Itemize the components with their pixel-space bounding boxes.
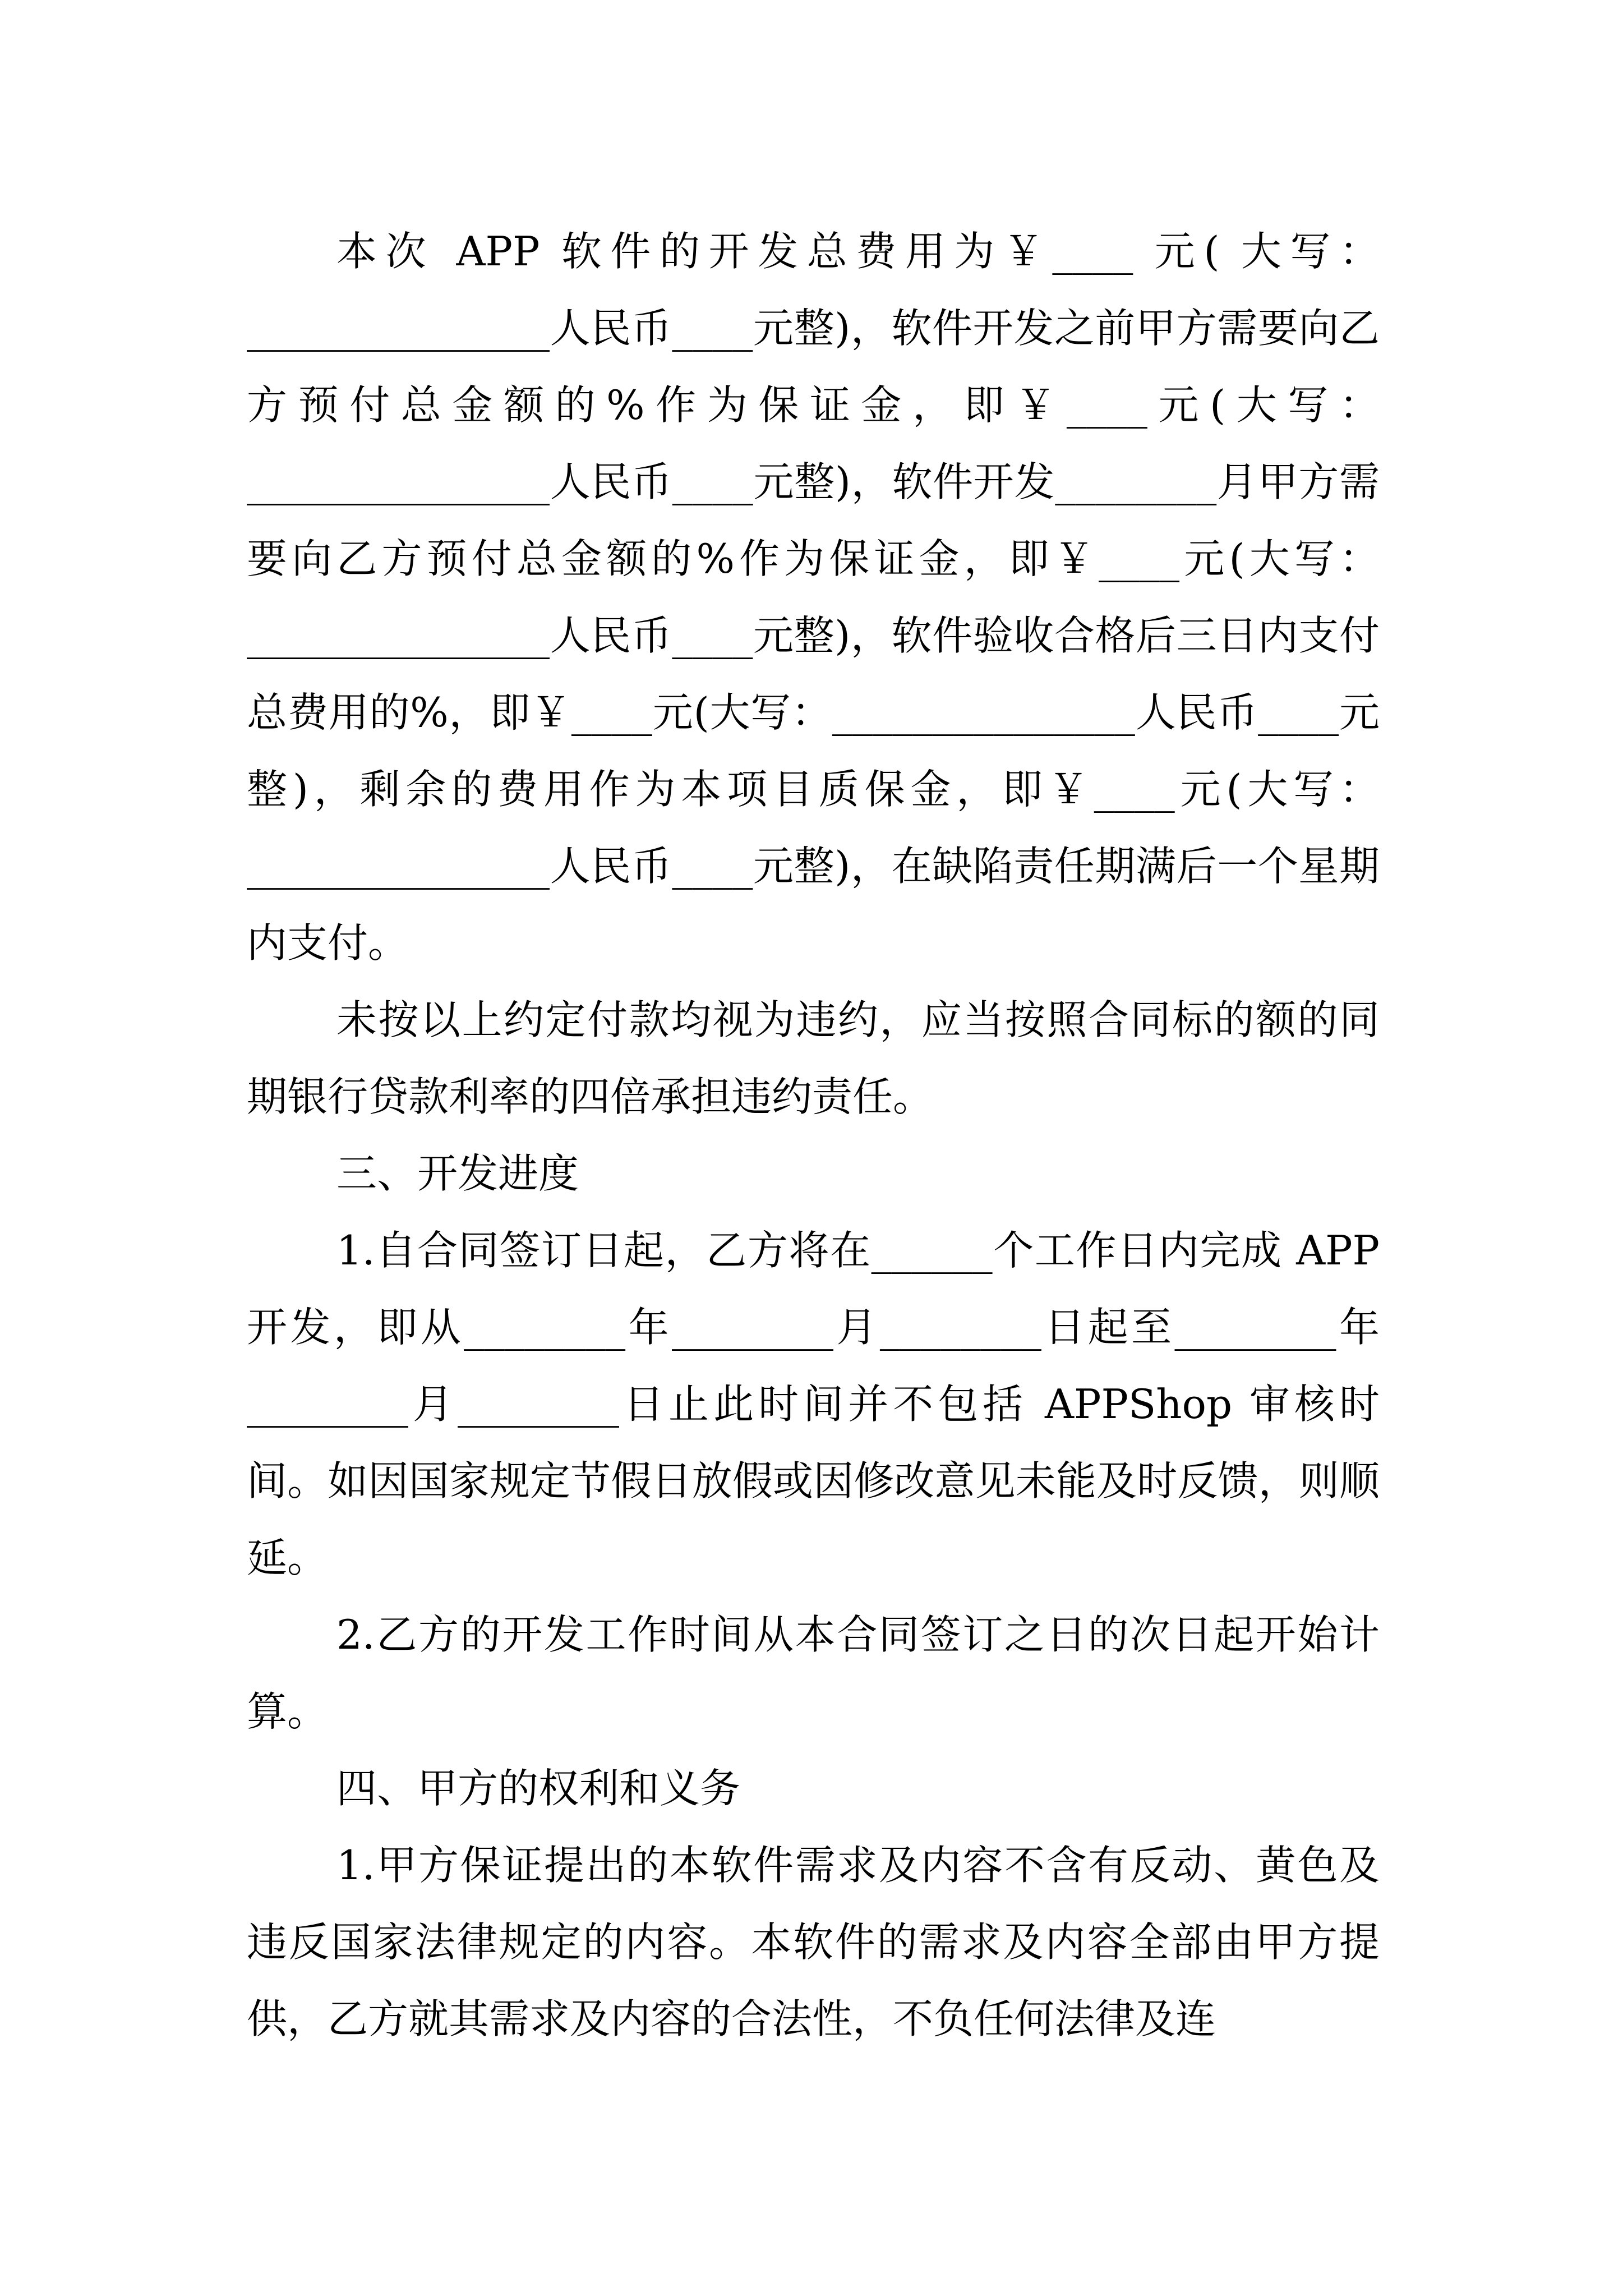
document-body [247, 213, 1380, 2058]
schedule-item-2: 2.乙方的开发工作时间从本合同签订之日的次日起开始计算。 [247, 1611, 1380, 1735]
schedule-item-1: 1.自合同签订日起，乙方将在______个工作日内完成 APP 开发，即从________年________月________日起至________年________月________日止此时间并不包括 APPShop 审核时间。如因国家规定节假日放假或因修改意见未能及时反馈，则顺延。 [247, 1227, 1380, 1581]
section-heading-party-a: 四、甲方的权利和义务 [336, 1765, 741, 1812]
party-a-item-1: 1.甲方保证提出的本软件需求及内容不含有反动、黄色及违反国家法律规定的内容。本软件的需求及内容全部由甲方提供，乙方就其需求及内容的合法性，不负任何法律及连 [247, 1842, 1380, 2042]
breach-paragraph: 未按以上约定付款均视为违约，应当按照合同标的额的同期银行贷款利率的四倍承担违约责任。 [247, 996, 1380, 1120]
payment-terms-paragraph: 本次 APP 软件的开发总费用为￥____ 元( 大写：_______________人民币____元整)，软件开发之前甲方需要向乙方预付总金额的%作为保证金，即￥____元(大写：_______________人民币____元整)，软件开发________月甲方需要向乙方预付总金额的%作为保证金，即￥____元(大写：_______________人民币____元整)，软件验收合格后三日内支付总费用的%，即￥____元(大写：_______________人民币____元整)，剩余的费用作为本项目质保金，即￥____元(大写：_______________人民币____元整)，在缺陷责任期满后一个星期内支付。 [247, 228, 1380, 967]
section-heading-schedule: 三、开发进度 [336, 1150, 579, 1197]
